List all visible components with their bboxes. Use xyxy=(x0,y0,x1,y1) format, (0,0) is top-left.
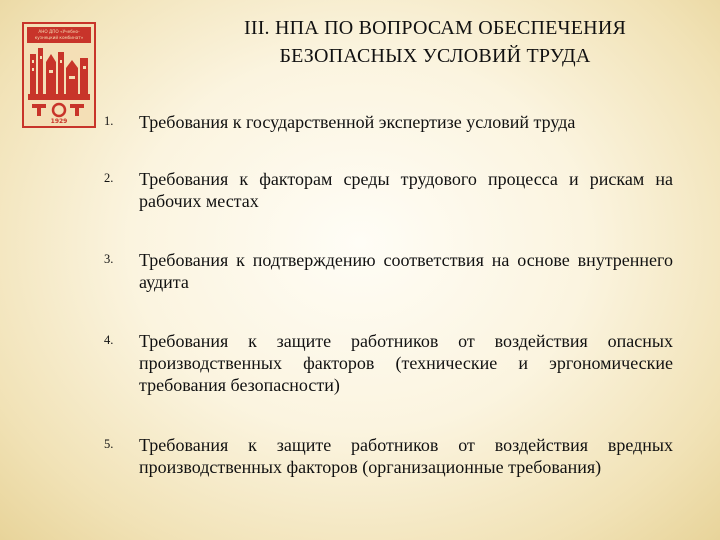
list-item-text: Требования к подтверждению соответствия на основе внутреннего аудита xyxy=(139,250,673,292)
logo-caption-line2: кузнецкий комбинат» xyxy=(34,35,84,40)
list-item-text: Требования к факторам среды трудового процесса и рискам на рабочих местах xyxy=(139,169,673,211)
list-item-number: 4. xyxy=(104,333,114,347)
page-title-line2: БЕЗОПАСНЫХ УСЛОВИЙ ТРУДА xyxy=(279,45,591,67)
list-item-number: 1. xyxy=(104,114,114,128)
list-item-number: 3. xyxy=(104,252,114,266)
list-item-number: 5. xyxy=(104,437,114,451)
logo-caption-line1: АНО ДПО «Учебно- xyxy=(38,29,80,34)
logo-year: 1929 xyxy=(50,118,68,125)
list-item-number: 2. xyxy=(104,171,114,185)
page-title-line1: III. НПА ПО ВОПРОСАМ ОБЕСПЕЧЕНИЯ xyxy=(243,17,627,39)
list-item-text: Требования к защите работников от воздействия вредных производственных факторов (организационные требования) xyxy=(139,435,673,477)
list-item-text: Требования к государственной экспертизе условий труда xyxy=(139,112,576,132)
list-item-text: Требования к защите работников от воздействия опасных производственных факторов (технические и эргономические требования безопасности) xyxy=(139,331,673,395)
